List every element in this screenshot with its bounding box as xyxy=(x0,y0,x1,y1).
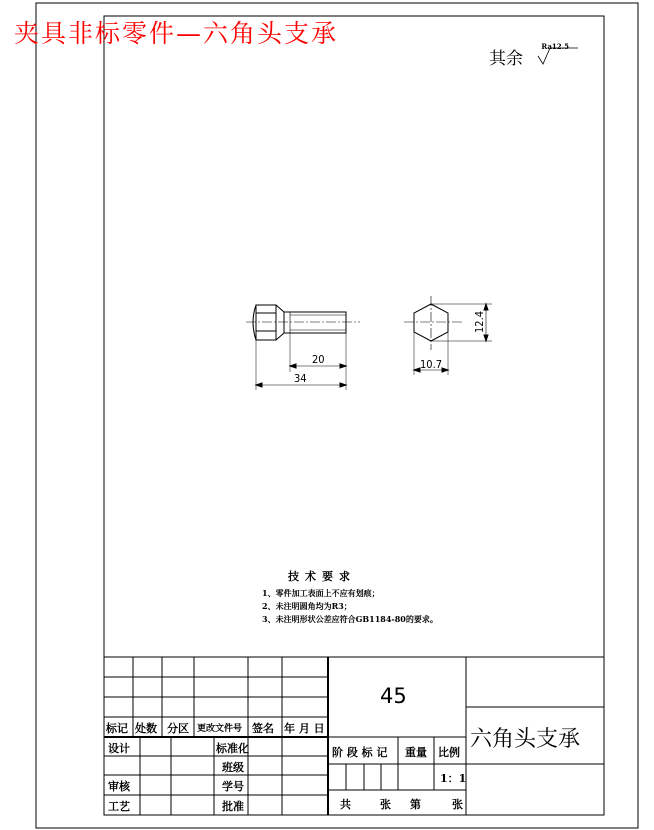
stage-label: 阶 段 标 记 xyxy=(332,746,388,759)
tech-req-item: 2、未注明圆角均为R3； xyxy=(262,601,352,611)
row-class: 班级 xyxy=(222,761,244,774)
tech-req-title: 技术要求 xyxy=(288,570,356,583)
drawing-frame xyxy=(104,16,604,815)
row-standardize: 标准化 xyxy=(216,742,249,755)
dim-across-flats: 10.7 xyxy=(420,358,443,371)
header-count: 处数 xyxy=(135,722,157,735)
row-process: 工艺 xyxy=(108,800,130,813)
sheets-nth-unit: 张 xyxy=(452,798,463,811)
roughness-label: 其余 xyxy=(489,49,523,69)
sheets-total-label: 共 xyxy=(340,798,351,811)
sheets-total-unit: 张 xyxy=(380,798,391,811)
header-date: 年 月 日 xyxy=(284,722,325,735)
roughness-note xyxy=(489,41,576,70)
row-review: 审核 xyxy=(108,780,130,793)
dim-thread-length: 20 xyxy=(312,353,325,366)
roughness-value-holder xyxy=(528,41,576,70)
dim-total-length: 34 xyxy=(294,372,307,385)
watermark-title: 夹具非标零件—六角头支承 xyxy=(14,19,339,48)
row-approve: 批准 xyxy=(222,800,244,813)
end-view xyxy=(404,296,492,375)
tech-req-item: 3、未注明形状公差应符合GB1184-80的要求。 xyxy=(262,614,438,624)
part-name: 六角头支承 xyxy=(470,727,581,752)
scale-label: 比例 xyxy=(438,746,460,759)
header-zone: 分区 xyxy=(167,722,189,735)
header-change-doc: 更改文件号 xyxy=(197,724,243,734)
row-student-no: 学号 xyxy=(222,780,244,793)
scale-value: 1：1 xyxy=(440,772,467,785)
outer-border xyxy=(36,3,638,828)
weight-label: 重量 xyxy=(405,746,427,759)
tech-req-item: 1、零件加工表面上不应有划痕； xyxy=(262,588,380,598)
drawing-number: 45 xyxy=(380,684,407,708)
row-design: 设计 xyxy=(108,742,130,755)
technical-requirements xyxy=(262,570,438,626)
dim-across-corners: 12.4 xyxy=(473,310,486,333)
header-signature: 签名 xyxy=(252,722,274,735)
header-mark: 标记 xyxy=(106,722,128,735)
roughness-value: Ra12.5 xyxy=(541,41,569,51)
sheets-nth-label: 第 xyxy=(410,798,421,811)
